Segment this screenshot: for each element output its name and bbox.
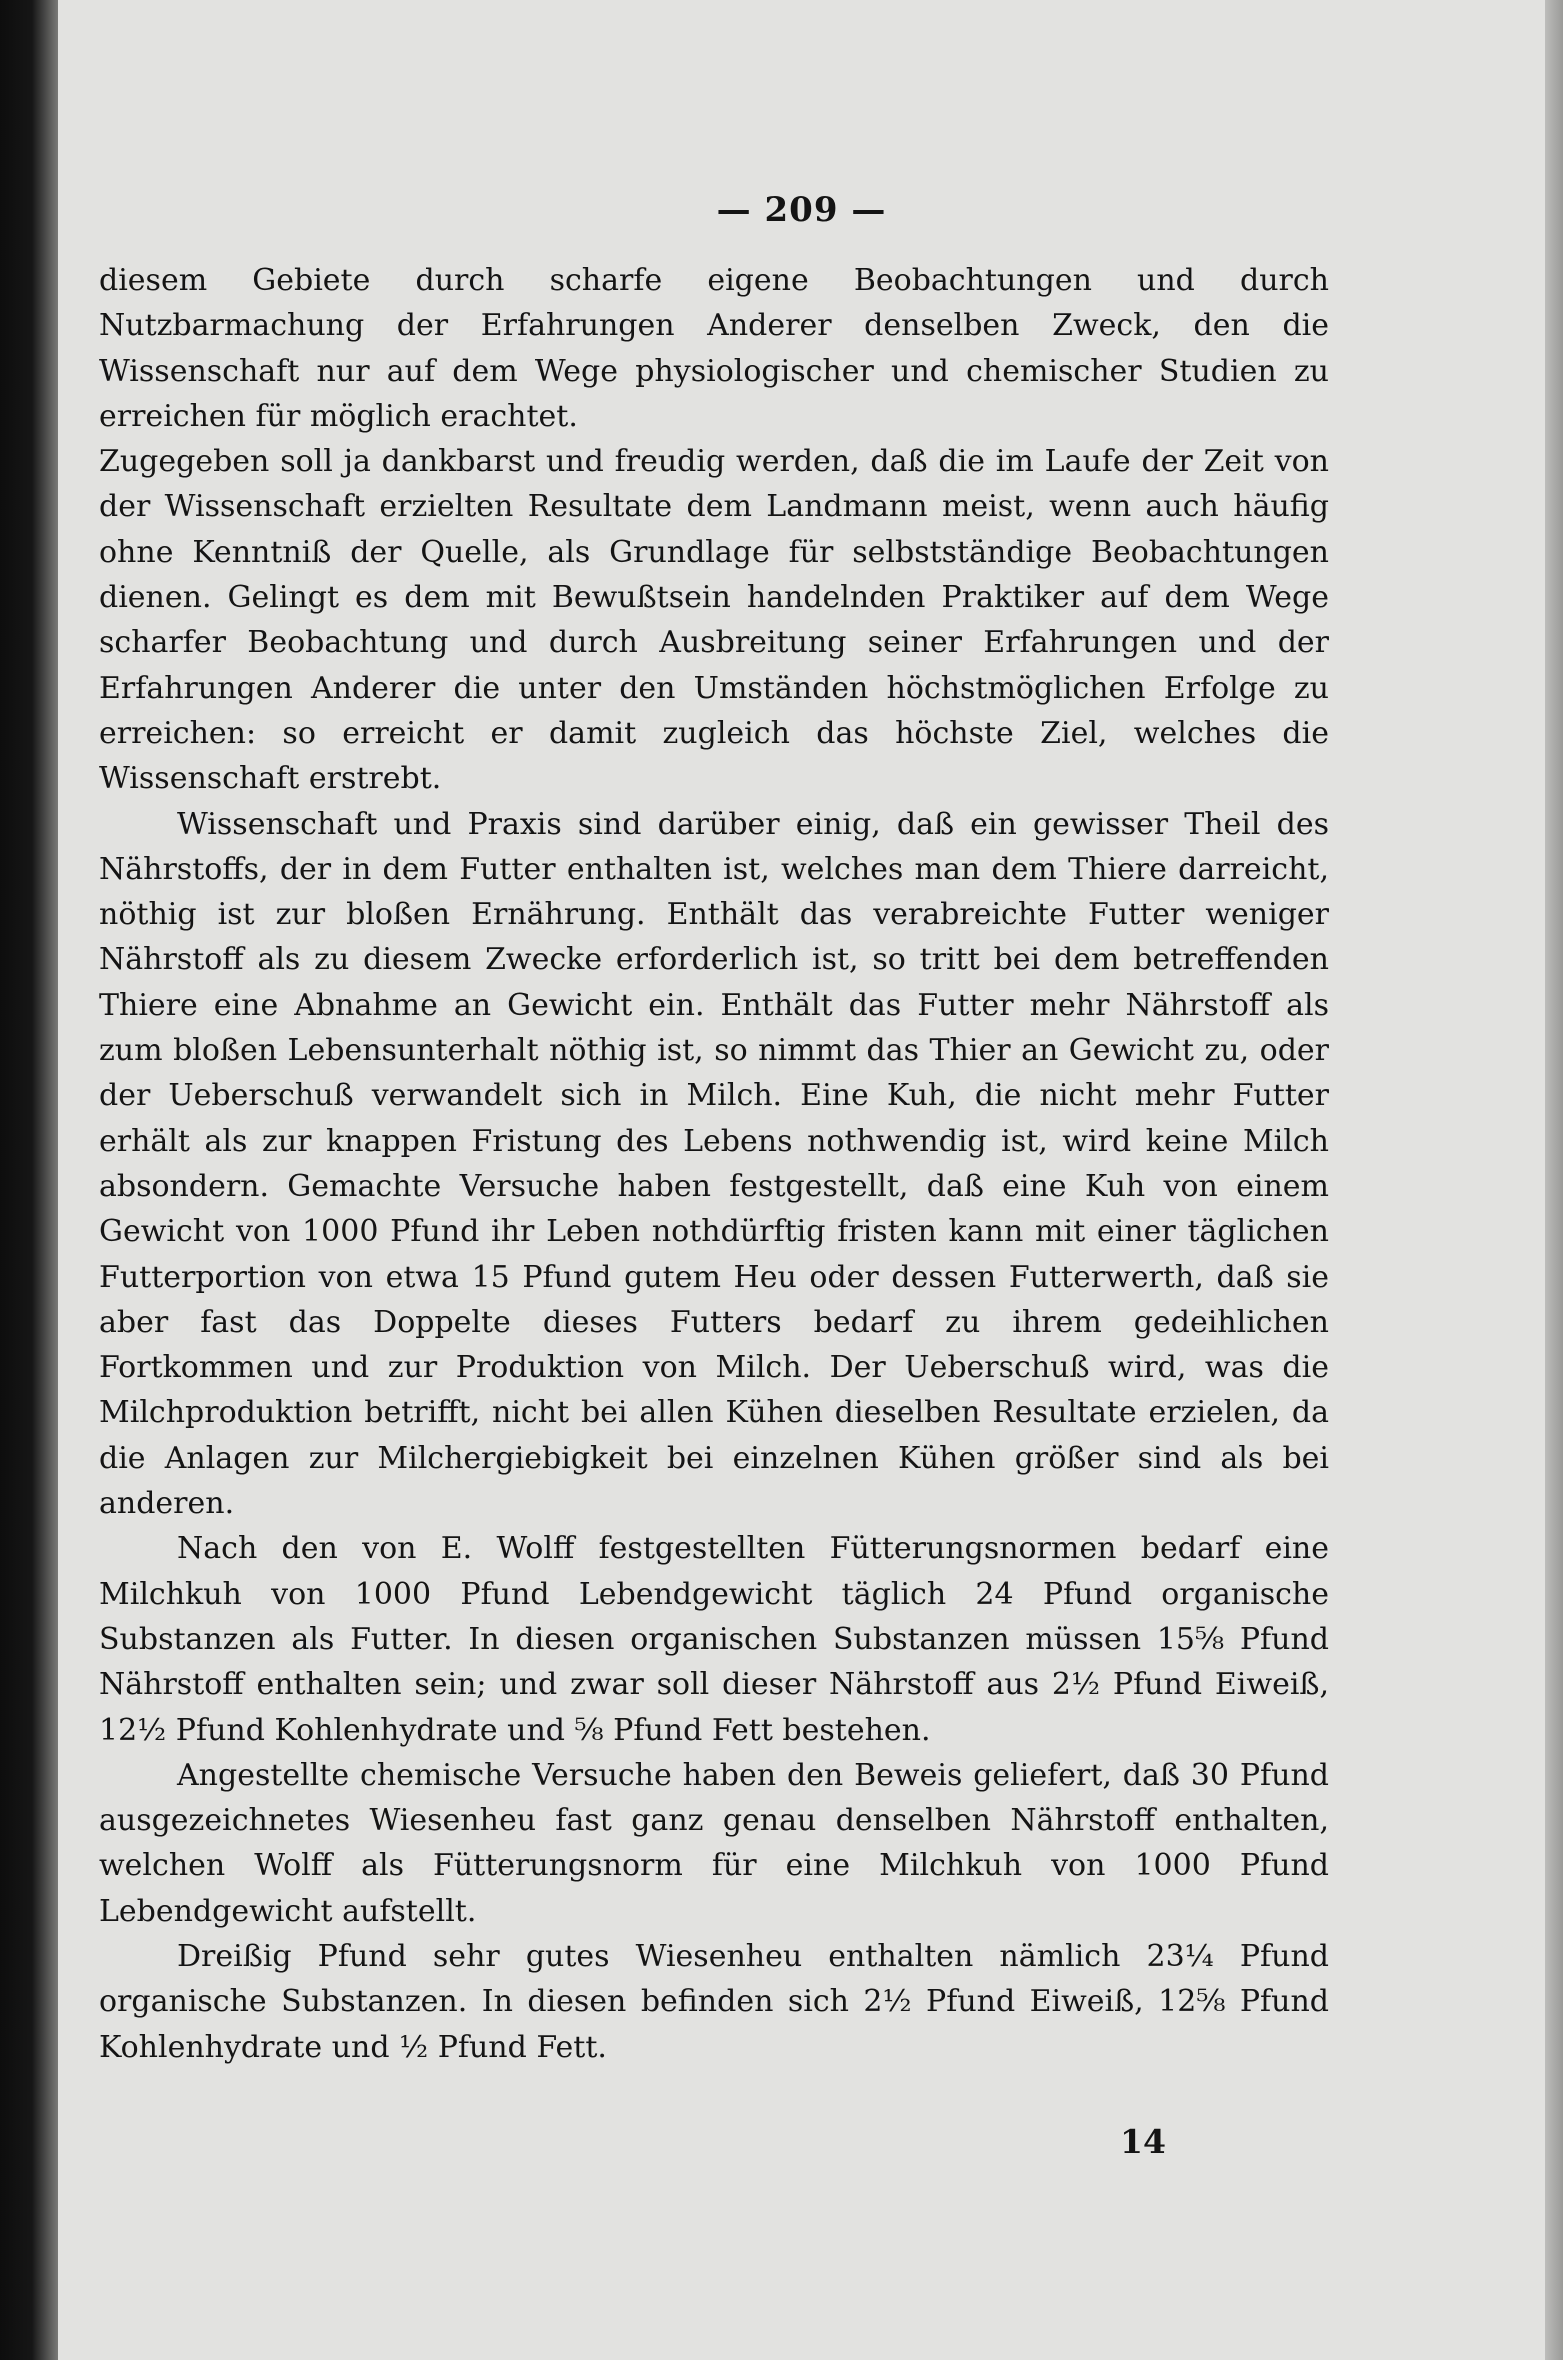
paragraph-4: Nach den von E. Wolff festgestellten Fütterungsnormen bedarf eine Milchkuh von 1000 Pfund Lebendgewicht täglich 24 Pfund organische Substanzen als Futter. In diesen organischen Substanzen müssen 15⅝ Pfund Nährstoff enthalten sein; und zwar soll dieser Nährstoff aus 2½ Pfund Eiweiß, 12½ Pfund Kohlenhydrate und ⅝ Pfund Fett bestehen. [99, 1531, 1329, 1748]
scan-dark-margin [0, 0, 58, 2360]
paragraph-2: Zugegeben soll ja dankbarst und freudig werden, daß die im Laufe der Zeit von der Wissenschaft erzielten Resultate dem Landmann meist, wenn auch häufig ohne Kenntniß der Quelle, als Grundlage für selbstständige Beobachtungen dienen. Gelingt es dem mit Bewußtsein handelnden Praktiker auf dem Wege scharfer Beobachtung und durch Ausbreitung seiner Erfahrungen und der Erfahrungen Anderer die unter den Umständen höchstmöglichen Erfolge zu erreichen: so erreicht er damit zugleich das höchste Ziel, welches die Wissenschaft erstrebt. [99, 444, 1329, 797]
paragraph-3: Wissenschaft und Praxis sind darüber einig, daß ein gewisser Theil des Nährstoffs, der in dem Futter enthalten ist, welches man dem Thiere darreicht, nöthig ist zur bloßen Ernährung. Enthält das verabreichte Futter weniger Nährstoff als zu diesem Zwecke erforderlich ist, so tritt bei dem betreffenden Thiere eine Abnahme an Gewicht ein. Enthält das Futter mehr Nährstoff als zum bloßen Lebensunterhalt nöthig ist, so nimmt das Thier an Gewicht zu, oder der Ueberschuß verwandelt sich in Milch. Eine Kuh, die nicht mehr Futter erhält als zur knappen Fristung des Lebens nothwendig ist, wird keine Milch absondern. Gemachte Versuche haben festgestellt, daß eine Kuh von einem Gewicht von 1000 Pfund ihr Leben nothdürftig fristen kann mit einer täglichen Futterportion von etwa 15 Pfund gutem Heu oder dessen Futterwerth, daß sie aber fast das Doppelte dieses Futters bedarf zu ihrem gedeihlichen Fortkommen und zur Produktion von Milch. Der Ueberschuß wird, was die Milchproduktion betrifft, nicht bei allen Kühen dieselben Resultate erzielen, da die Anlagen zur Milchergiebigkeit bei einzelnen Kühen größer sind als bei anderen. [99, 806, 1329, 1522]
paragraph-1: diesem Gebiete durch scharfe eigene Beobachtungen und durch Nutzbarmachung der Erfahrungen Anderer denselben Zweck, den die Wissenschaft nur auf dem Wege physiologischer und chemischer Studien zu erreichen für möglich erachtet. [99, 263, 1329, 434]
paragraph-5: Angestellte chemische Versuche haben den Beweis geliefert, daß 30 Pfund ausgezeichnetes Wiesenheu fast ganz genau denselben Nährstoff enthalten, welchen Wolff als Fütterungsnorm für eine Milchkuh von 1000 Pfund Lebendgewicht aufstellt. [99, 1757, 1329, 1929]
body-text [99, 258, 1329, 2070]
scan-right-margin [1545, 0, 1563, 2360]
page-number-header: — 209 — [716, 190, 887, 230]
printer-signature-mark: 14 [1120, 2122, 1166, 2161]
book-page [58, 0, 1545, 2360]
paragraph-6: Dreißig Pfund sehr gutes Wiesenheu enthalten nämlich 23¼ Pfund organische Substanzen. In diesen befinden sich 2½ Pfund Eiweiß, 12⅝ Pfund Kohlenhydrate und ½ Pfund Fett. [99, 1938, 1329, 2065]
